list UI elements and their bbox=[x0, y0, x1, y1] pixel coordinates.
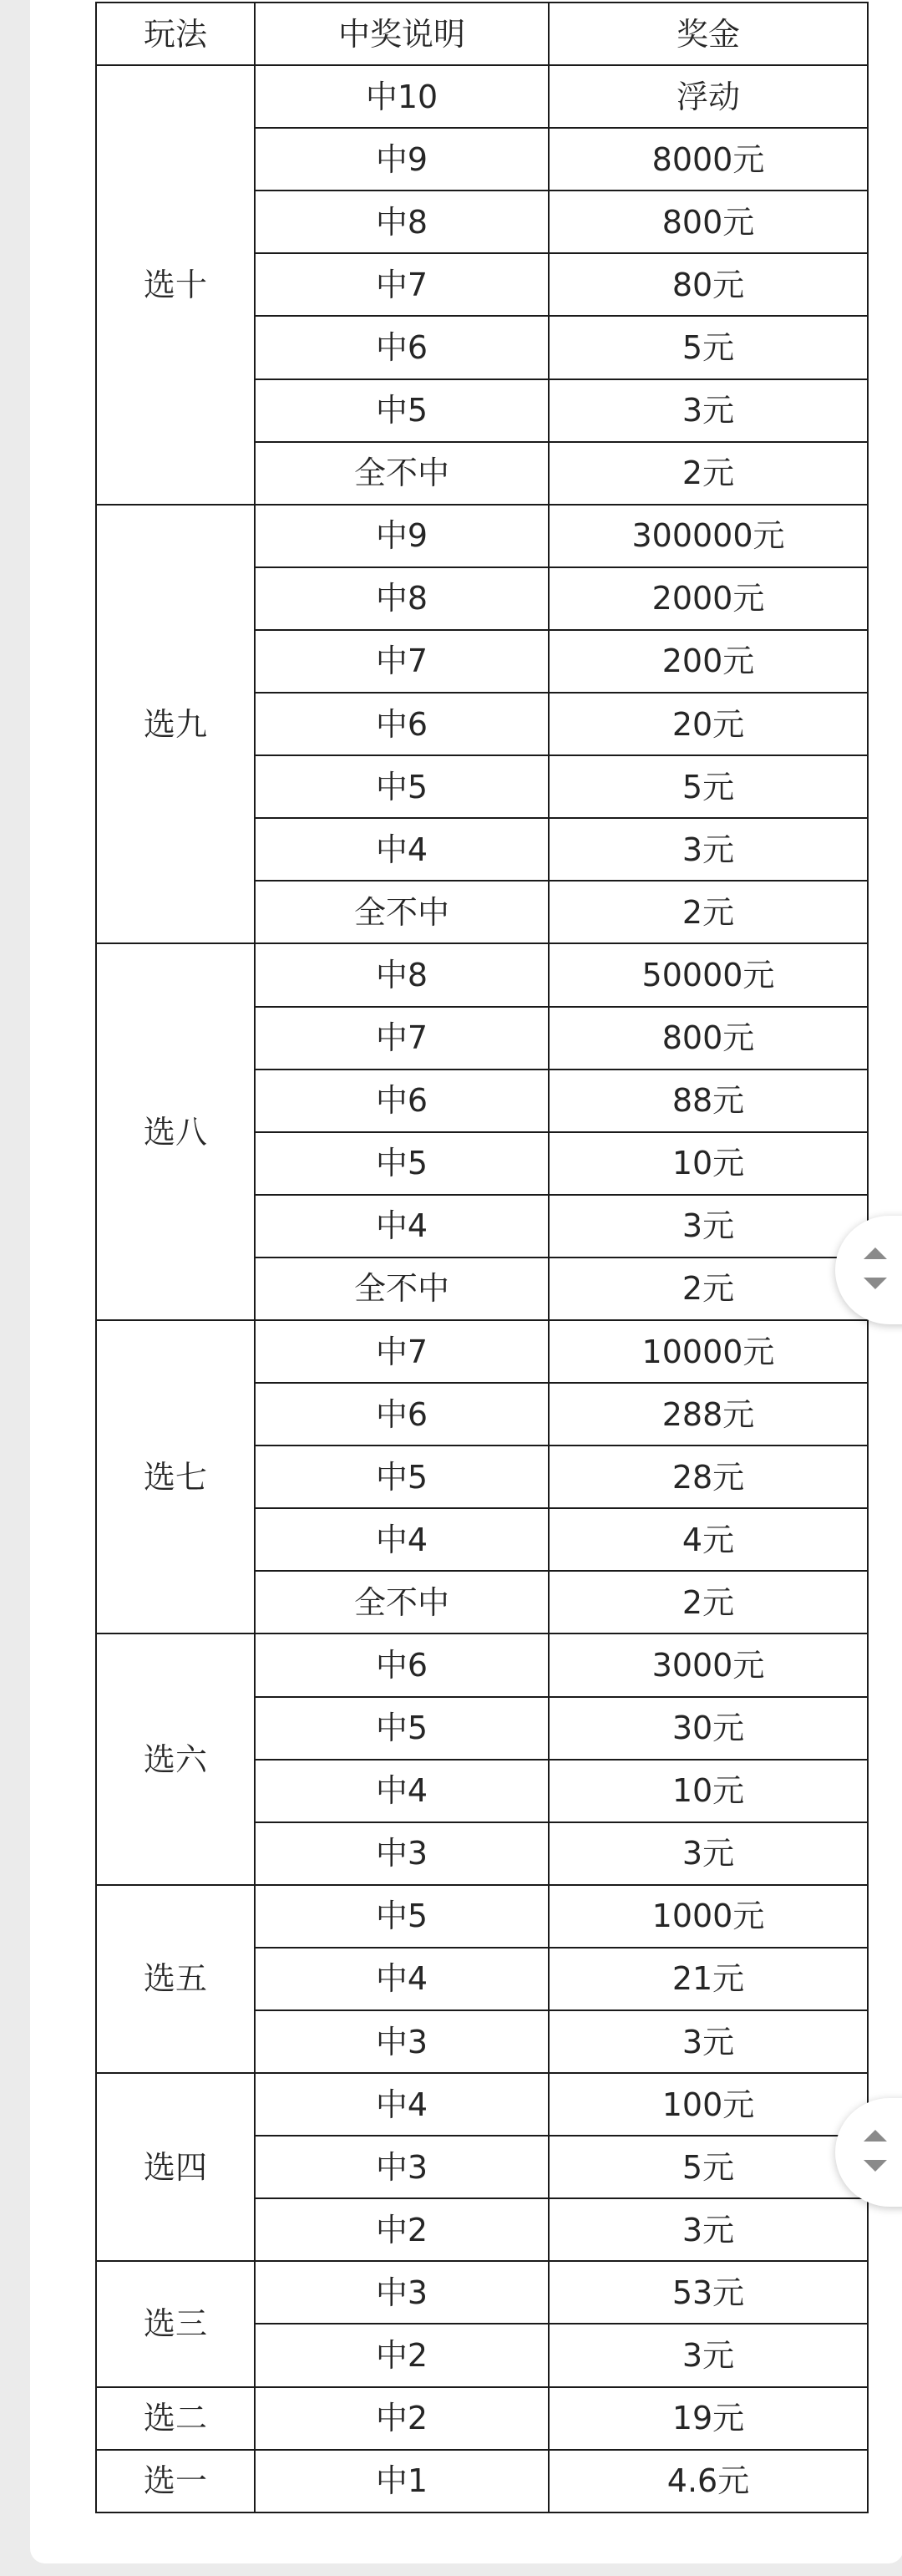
win-condition-cell: 中6 bbox=[255, 1383, 549, 1446]
win-condition-cell: 中5 bbox=[255, 1132, 549, 1195]
prize-cell: 288元 bbox=[549, 1383, 868, 1446]
prize-cell: 8000元 bbox=[549, 128, 868, 191]
win-condition-cell: 中4 bbox=[255, 1195, 549, 1258]
win-condition-cell: 全不中 bbox=[255, 881, 549, 943]
table-row bbox=[96, 2450, 868, 2512]
win-condition-cell: 中7 bbox=[255, 630, 549, 693]
header-win-condition: 中奖说明 bbox=[255, 3, 549, 65]
win-condition-cell: 中6 bbox=[255, 1633, 549, 1696]
prize-cell: 5元 bbox=[549, 755, 868, 818]
table-row bbox=[96, 2387, 868, 2450]
win-condition-cell: 中5 bbox=[255, 379, 549, 442]
content-card bbox=[30, 0, 902, 2563]
win-condition-cell: 中4 bbox=[255, 1948, 549, 2010]
win-condition-cell: 中3 bbox=[255, 2136, 549, 2198]
prize-cell: 28元 bbox=[549, 1446, 868, 1508]
play-type-cell: 选七 bbox=[96, 1320, 255, 1633]
prize-cell: 3元 bbox=[549, 1195, 868, 1258]
prize-cell: 2元 bbox=[549, 442, 868, 505]
win-condition-cell: 中3 bbox=[255, 2010, 549, 2073]
win-condition-cell: 全不中 bbox=[255, 442, 549, 505]
table-row bbox=[96, 1633, 868, 1696]
prize-cell: 2000元 bbox=[549, 567, 868, 630]
play-type-cell: 选五 bbox=[96, 1885, 255, 2073]
play-type-cell: 选一 bbox=[96, 2450, 255, 2512]
prize-cell: 5元 bbox=[549, 316, 868, 379]
prize-cell: 50000元 bbox=[549, 943, 868, 1006]
prize-cell: 80元 bbox=[549, 253, 868, 316]
win-condition-cell: 中8 bbox=[255, 943, 549, 1006]
win-condition-cell: 中9 bbox=[255, 505, 549, 567]
table-row bbox=[96, 1885, 868, 1948]
prize-cell: 100元 bbox=[549, 2073, 868, 2136]
win-condition-cell: 中8 bbox=[255, 567, 549, 630]
table-row bbox=[96, 2261, 868, 2324]
chevron-down-icon[interactable] bbox=[864, 1278, 887, 1289]
win-condition-cell: 全不中 bbox=[255, 1571, 549, 1633]
prize-cell: 3元 bbox=[549, 2010, 868, 2073]
win-condition-cell: 中5 bbox=[255, 755, 549, 818]
win-condition-cell: 中4 bbox=[255, 1760, 549, 1822]
win-condition-cell: 中4 bbox=[255, 818, 549, 881]
win-condition-cell: 中4 bbox=[255, 1508, 549, 1571]
table-row bbox=[96, 943, 868, 1006]
win-condition-cell: 中6 bbox=[255, 316, 549, 379]
win-condition-cell: 中7 bbox=[255, 1007, 549, 1070]
win-condition-cell: 中7 bbox=[255, 1320, 549, 1383]
header-prize: 奖金 bbox=[549, 3, 868, 65]
prize-cell: 5元 bbox=[549, 2136, 868, 2198]
win-condition-cell: 中5 bbox=[255, 1885, 549, 1948]
win-condition-cell: 全不中 bbox=[255, 1258, 549, 1320]
prize-table-body bbox=[96, 3, 868, 2512]
prize-cell: 3元 bbox=[549, 818, 868, 881]
win-condition-cell: 中2 bbox=[255, 2387, 549, 2450]
prize-cell: 2元 bbox=[549, 1258, 868, 1320]
prize-cell: 200元 bbox=[549, 630, 868, 693]
prize-table bbox=[95, 2, 869, 2513]
play-type-cell: 选六 bbox=[96, 1633, 255, 1884]
play-type-cell: 选二 bbox=[96, 2387, 255, 2450]
win-condition-cell: 中3 bbox=[255, 1822, 549, 1885]
prize-cell: 3000元 bbox=[549, 1633, 868, 1696]
prize-cell: 1000元 bbox=[549, 1885, 868, 1948]
prize-cell: 4元 bbox=[549, 1508, 868, 1571]
play-type-cell: 选四 bbox=[96, 2073, 255, 2261]
chevron-up-icon[interactable] bbox=[864, 1247, 887, 1259]
prize-cell: 300000元 bbox=[549, 505, 868, 567]
win-condition-cell: 中7 bbox=[255, 253, 549, 316]
prize-cell: 19元 bbox=[549, 2387, 868, 2450]
win-condition-cell: 中10 bbox=[255, 65, 549, 128]
table-row bbox=[96, 2073, 868, 2136]
prize-cell: 4.6元 bbox=[549, 2450, 868, 2512]
win-condition-cell: 中4 bbox=[255, 2073, 549, 2136]
prize-cell: 10000元 bbox=[549, 1320, 868, 1383]
win-condition-cell: 中3 bbox=[255, 2261, 549, 2324]
prize-cell: 21元 bbox=[549, 1948, 868, 2010]
play-type-cell: 选八 bbox=[96, 943, 255, 1320]
play-type-cell: 选三 bbox=[96, 2261, 255, 2386]
win-condition-cell: 中2 bbox=[255, 2198, 549, 2261]
play-type-cell: 选九 bbox=[96, 505, 255, 944]
prize-cell: 20元 bbox=[549, 693, 868, 755]
win-condition-cell: 中8 bbox=[255, 191, 549, 253]
win-condition-cell: 中2 bbox=[255, 2324, 549, 2386]
prize-cell: 3元 bbox=[549, 2324, 868, 2386]
chevron-up-icon[interactable] bbox=[864, 2130, 887, 2142]
prize-cell: 88元 bbox=[549, 1070, 868, 1132]
table-header-row bbox=[96, 3, 868, 65]
win-condition-cell: 中5 bbox=[255, 1697, 549, 1760]
table-row bbox=[96, 1320, 868, 1383]
prize-cell: 53元 bbox=[549, 2261, 868, 2324]
prize-cell: 10元 bbox=[549, 1132, 868, 1195]
prize-cell: 30元 bbox=[549, 1697, 868, 1760]
prize-cell: 10元 bbox=[549, 1760, 868, 1822]
win-condition-cell: 中6 bbox=[255, 1070, 549, 1132]
win-condition-cell: 中6 bbox=[255, 693, 549, 755]
prize-cell: 3元 bbox=[549, 2198, 868, 2261]
prize-cell: 浮动 bbox=[549, 65, 868, 128]
prize-cell: 800元 bbox=[549, 1007, 868, 1070]
win-condition-cell: 中9 bbox=[255, 128, 549, 191]
header-play-type: 玩法 bbox=[96, 3, 255, 65]
prize-cell: 800元 bbox=[549, 191, 868, 253]
chevron-down-icon[interactable] bbox=[864, 2160, 887, 2172]
table-row bbox=[96, 65, 868, 128]
win-condition-cell: 中1 bbox=[255, 2450, 549, 2512]
prize-cell: 3元 bbox=[549, 1822, 868, 1885]
win-condition-cell: 中5 bbox=[255, 1446, 549, 1508]
prize-cell: 2元 bbox=[549, 1571, 868, 1633]
table-row bbox=[96, 505, 868, 567]
prize-cell: 3元 bbox=[549, 379, 868, 442]
prize-cell: 2元 bbox=[549, 881, 868, 943]
play-type-cell: 选十 bbox=[96, 65, 255, 505]
